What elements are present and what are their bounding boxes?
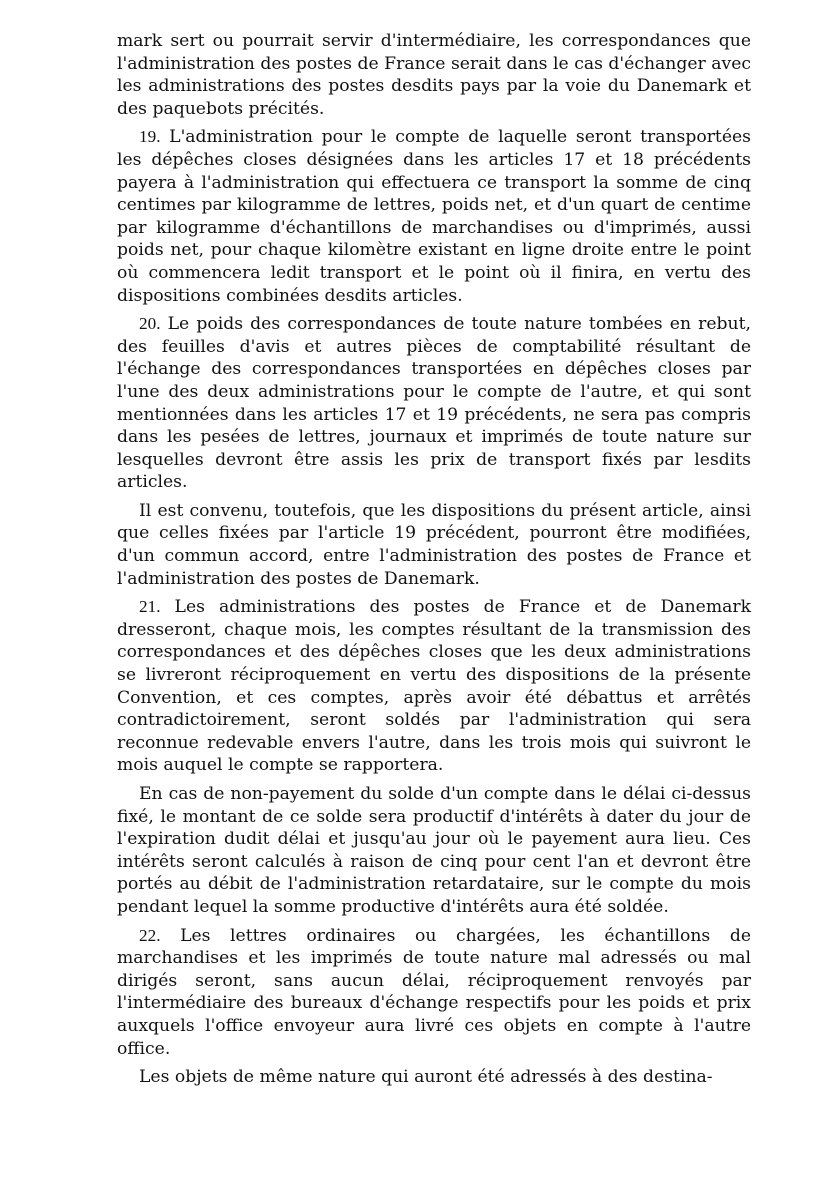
paragraph-text: Les objets de même nature qui auront été adressés à des destina- — [139, 1067, 713, 1088]
paragraph-text: Il est convenu, toutefois, que les dispositions du présent article, ainsi que celles fixées par l'article 19 précédent, pourront être modifiées, d'un commun accord, entre l'administration des postes de France et l'administration des postes de Danemark. — [117, 500, 751, 589]
article-number: 22. — [139, 925, 161, 945]
document-page — [117, 30, 751, 1095]
article-22-continued — [117, 1066, 751, 1089]
paragraph-text: L'administration pour le compte de laquelle seront transportées les dépêches closes désignées dans les articles 17 et 18 précédents payera à l'administration qui effectuera ce transport la somme de cinq centimes par kilogramme de lettres, poids net, et d'un quart de centime par kilogramme d'échantillons de marchandises ou d'imprimés, aussi poids net, pour chaque kilomètre existant en ligne droite entre le point où commencera ledit transport et le point où il finira, en vertu des dispositions combinées desdits articles. — [117, 127, 751, 306]
article-number: 21. — [139, 597, 161, 617]
article-21-continued — [117, 783, 751, 919]
article-number: 19. — [139, 127, 161, 147]
article-20-continued — [117, 500, 751, 590]
paragraph-text: Le poids des correspondances de toute nature tombées en rebut, des feuilles d'avis et autres pièces de comptabilité résultant de l'échange des correspondances transportées en dépêches closes par l'une des deux administrations pour le compte de l'autre, et qui sont mentionnées dans les articles 17 et 19 précédents, ne sera pas compris dans les pesées de lettres, journaux et imprimés de toute nature sur lesquelles devront être assis les prix de transport fixés par lesdits articles. — [117, 314, 751, 493]
article-20 — [117, 313, 751, 494]
article-number: 20. — [139, 314, 161, 334]
paragraph-continuation — [117, 30, 751, 120]
paragraph-text: En cas de non-payement du solde d'un compte dans le délai ci-dessus fixé, le montant de ce solde sera productif d'intérêts à dater du jour de l'expiration dudit délai et jusqu'au jour où le payement aura lieu. Ces intérêts seront calculés à raison de cinq pour cent l'an et devront être portés au débit de l'administration retardataire, sur le compte du mois pendant lequel la somme productive d'intérêts aura été soldée. — [117, 784, 751, 917]
paragraph-text: Les lettres ordinaires ou chargées, les échantillons de marchandises et les imprimés de toute nature mal adressés ou mal dirigés seront, sans aucun délai, réciproquement renvoyés par l'intermédiaire des bureaux d'échange respectifs pour les poids et prix auxquels l'office envoyeur aura livré ces objets en compte à l'autre office. — [117, 925, 751, 1059]
article-19 — [117, 126, 751, 307]
article-21 — [117, 596, 751, 777]
paragraph-text: mark sert ou pourrait servir d'intermédiaire, les correspondances que l'administration des postes de France serait dans le cas d'échanger avec les administrations des postes desdits pays par la voie du Danemark et des paquebots précités. — [117, 31, 751, 119]
article-22 — [117, 925, 751, 1061]
paragraph-text: Les administrations des postes de France et de Danemark dresseront, chaque mois, les comptes résultant de la transmission des correspondances et des dépêches closes que les deux administrations se livreront réciproquement en vertu des dispositions de la présente Convention, et ces comptes, après avoir été débattus et arrêtés contradictoirement, seront soldés par l'administration qui sera reconnue redevable envers l'autre, dans les trois mois qui suivront le mois auquel le compte se rapportera. — [117, 597, 751, 776]
